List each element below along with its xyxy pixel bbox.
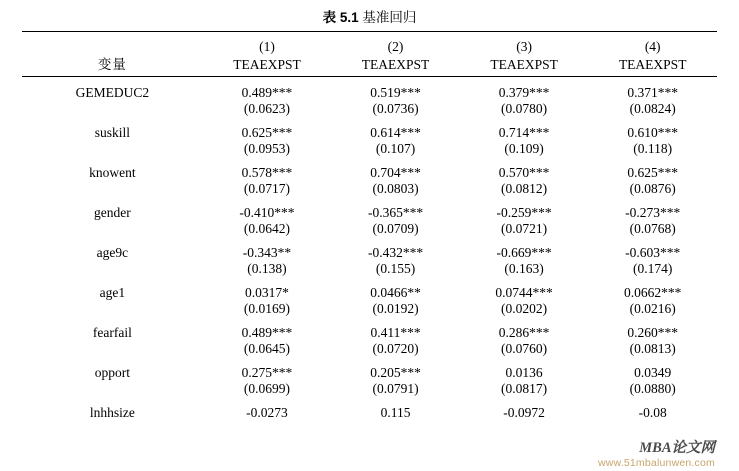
table-caption [22, 0, 717, 31]
table-row-stderr [22, 261, 717, 281]
table-row [22, 400, 717, 421]
stderr-label [22, 221, 203, 241]
stderr-cell: (0.155) [375, 260, 416, 276]
header-dependent-var-1: TEAEXPST [233, 56, 301, 72]
column-number-4: (4) [644, 39, 661, 54]
stderr-cell: (0.0768) [629, 220, 676, 236]
stderr-label [22, 301, 203, 321]
header-dependent-var-4: TEAEXPST [618, 56, 687, 72]
stderr-label [22, 341, 203, 361]
table-row [22, 280, 717, 301]
coefficient-cell: 0.0136 [505, 365, 543, 380]
table-row [22, 360, 717, 381]
stderr-label [22, 381, 203, 401]
stderr-cell: (0.0760) [501, 340, 548, 356]
stderr-cell: (0.174) [633, 260, 673, 276]
coefficient-cell: 0.0466** [370, 285, 421, 300]
coefficient-cell: 0.286*** [498, 325, 550, 340]
coefficient-cell: 0.489*** [241, 85, 293, 100]
coefficient-cell: 0.614*** [370, 125, 421, 140]
coefficient-cell: 0.714*** [498, 125, 550, 140]
header-dependent-var-3: TEAEXPST [490, 56, 558, 72]
stderr-cell: (0.0791) [372, 380, 419, 396]
coefficient-cell: 0.260*** [627, 325, 678, 340]
stderr-cell: (0.0803) [372, 180, 419, 196]
table-row-stderr [22, 341, 717, 361]
table-row-stderr [22, 181, 717, 201]
coefficient-cell: -0.343** [242, 245, 292, 260]
watermark-url-text: www.51mbalunwen.com [597, 456, 715, 469]
table-row-stderr [22, 141, 717, 161]
stderr-cell: (0.0812) [501, 180, 548, 196]
coefficient-cell: -0.273*** [625, 205, 681, 220]
coefficient-cell: 0.625*** [241, 125, 293, 140]
coefficient-cell: 0.0349 [634, 365, 672, 380]
table-row [22, 80, 717, 101]
stderr-cell: (0.0876) [629, 180, 676, 196]
coefficient-cell: -0.365*** [367, 205, 424, 220]
variable-name: age1 [99, 285, 126, 300]
column-number-3: (3) [516, 39, 532, 54]
stderr-cell: (0.0953) [243, 140, 291, 156]
watermark [598, 440, 715, 469]
variable-name: opport [94, 365, 130, 380]
coefficient-cell: -0.603*** [625, 245, 681, 260]
table-row [22, 160, 717, 181]
stderr-label [22, 101, 203, 121]
empty-corner-cell [22, 35, 203, 56]
coefficient-cell: 0.411*** [370, 325, 421, 340]
coefficient-cell: 0.275*** [241, 365, 293, 380]
stderr-cell: (0.0192) [372, 300, 419, 316]
column-number-2: (2) [387, 39, 404, 54]
coefficient-cell: 0.519*** [370, 85, 421, 100]
stderr-label [22, 261, 203, 281]
stderr-cell: (0.118) [633, 140, 673, 156]
coefficient-cell: -0.410*** [239, 205, 295, 220]
stderr-cell: (0.0202) [501, 300, 548, 316]
variable-name: gender [93, 205, 131, 220]
table-row [22, 320, 717, 341]
stderr-cell: (0.0817) [501, 380, 548, 396]
table-row [22, 200, 717, 221]
table-row-stderr [22, 101, 717, 121]
coefficient-cell: 0.379*** [498, 85, 550, 100]
coefficient-cell: 0.570*** [498, 165, 550, 180]
stderr-cell: (0.0645) [243, 340, 291, 356]
coefficient-cell: 0.371*** [627, 85, 678, 100]
stderr-cell: (0.0709) [372, 220, 419, 236]
coefficient-cell: 0.489*** [241, 325, 293, 340]
column-number-1: (1) [259, 39, 275, 54]
regression-table [22, 31, 717, 421]
table-row [22, 120, 717, 141]
table-row-stderr [22, 221, 717, 241]
stderr-cell: (0.0780) [501, 100, 548, 116]
stderr-cell: (0.0169) [243, 300, 291, 316]
stderr-cell: (0.0721) [501, 220, 548, 236]
table-header-row [22, 56, 717, 77]
variable-name: GEMEDUC2 [75, 85, 150, 100]
table-row-stderr [22, 381, 717, 401]
stderr-cell: (0.0717) [243, 180, 291, 196]
stderr-label [22, 181, 203, 201]
coefficient-cell: -0.432*** [367, 245, 424, 260]
coefficient-cell: 0.704*** [370, 165, 421, 180]
header-dependent-var-2: TEAEXPST [361, 56, 430, 72]
stderr-cell: (0.107) [375, 140, 416, 156]
stderr-cell: (0.0623) [243, 100, 291, 116]
stderr-label [22, 141, 203, 161]
coefficient-cell: -0.259*** [496, 205, 552, 220]
coefficient-cell: 0.0662*** [624, 285, 682, 300]
variable-name: lnhhsize [89, 405, 135, 420]
variable-name: fearfail [92, 325, 132, 340]
stderr-cell: (0.0699) [243, 380, 291, 396]
coefficient-cell: -0.0273 [246, 405, 288, 420]
coefficient-cell: 0.205*** [370, 365, 421, 380]
coefficient-cell: 0.578*** [241, 165, 293, 180]
coefficient-cell: -0.669*** [496, 245, 552, 260]
stderr-cell: (0.0880) [629, 380, 676, 396]
coefficient-cell: 0.115 [380, 405, 411, 420]
stderr-cell: (0.163) [504, 260, 544, 276]
coefficient-cell: 0.0317* [245, 285, 289, 300]
variable-name: knowent [89, 165, 136, 180]
variable-name: age9c [96, 245, 129, 260]
stderr-cell: (0.109) [504, 140, 544, 156]
coefficient-cell: 0.625*** [627, 165, 678, 180]
coefficient-cell: -0.08 [638, 405, 667, 420]
watermark-main-text: MBA论文网 [639, 440, 715, 457]
table-caption-number: 表 5.1 [322, 10, 359, 25]
stderr-cell: (0.0216) [629, 300, 676, 316]
coefficient-cell: -0.0972 [503, 405, 545, 420]
stderr-cell: (0.0813) [629, 340, 676, 356]
stderr-cell: (0.0824) [629, 100, 676, 116]
variable-name: suskill [94, 125, 130, 140]
table-row-stderr [22, 301, 717, 321]
stderr-cell: (0.138) [247, 260, 287, 276]
table-column-number-row [22, 35, 717, 56]
coefficient-cell: 0.0744*** [495, 285, 553, 300]
stderr-cell: (0.0720) [372, 340, 419, 356]
stderr-cell: (0.0736) [372, 100, 419, 116]
coefficient-cell: 0.610*** [627, 125, 678, 140]
stderr-cell: (0.0642) [243, 220, 291, 236]
header-variable: 变量 [97, 56, 127, 72]
table-row [22, 240, 717, 261]
table-caption-title: 基准回归 [362, 10, 417, 25]
